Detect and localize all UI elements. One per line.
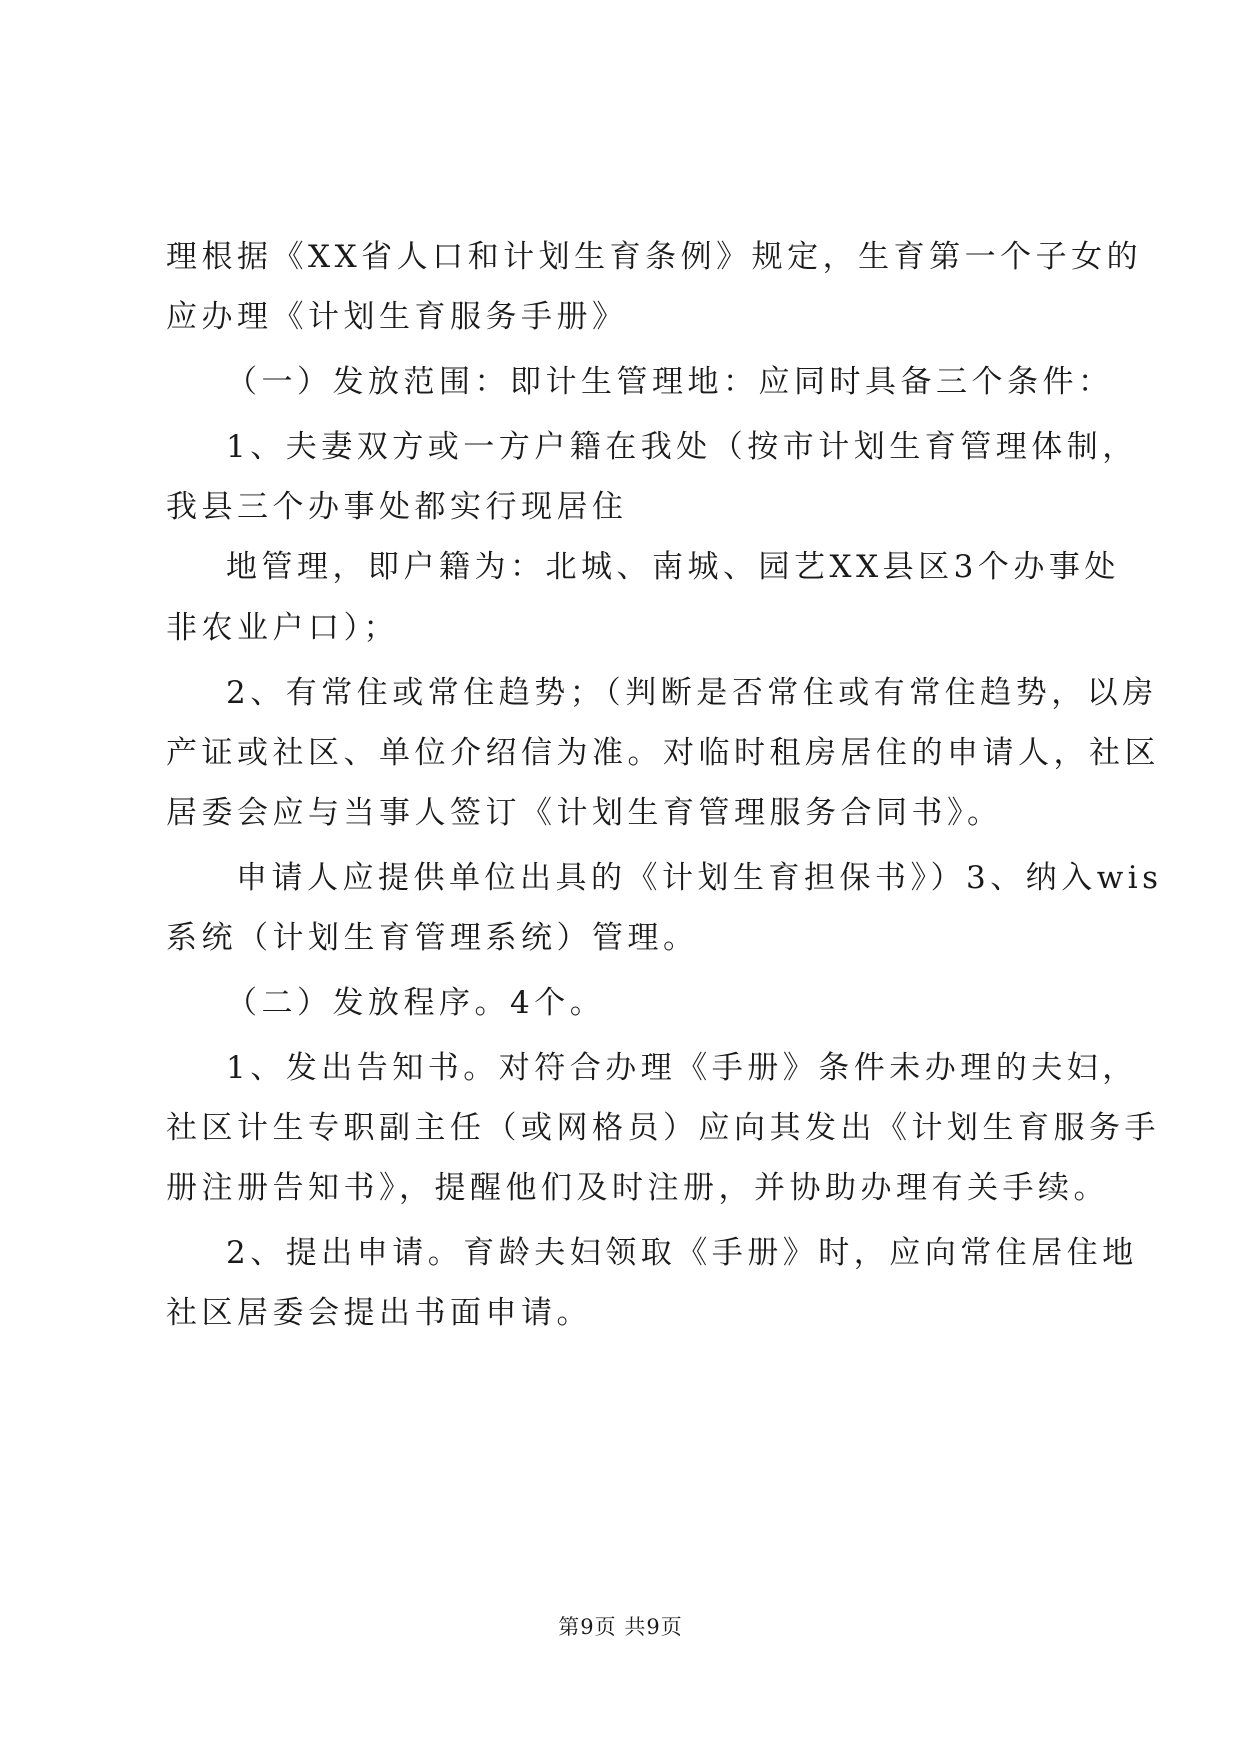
paragraph-line: 应办理《计划生育服务手册》 — [166, 299, 628, 335]
page-number-footer: 第9页 共9页 — [558, 1615, 683, 1639]
paragraph-line: 册注册告知书》，提醒他们及时注册，并协助办理有关手续。 — [166, 1170, 1109, 1206]
paragraph-line: 非农业户口）； — [166, 610, 399, 646]
paragraph-line: 我县三个办事处都实行现居住 — [166, 489, 628, 525]
paragraph-line: 2、提出申请。育龄夫妇领取《手册》时，应向常住居住地 — [226, 1235, 1138, 1271]
paragraph-line: 社区计生专职副主任（或网格员）应向其发出《计划生育服务手 — [166, 1110, 1160, 1146]
section-heading: （一）发放范围：即计生管理地：应同时具备三个条件： — [226, 364, 1114, 400]
paragraph-line: 产证或社区、单位介绍信为准。对临时租房居住的申请人，社区 — [166, 735, 1160, 771]
paragraph-line: 1、夫妻双方或一方户籍在我处（按市计划生育管理体制， — [226, 429, 1138, 465]
paragraph-line: 社区居委会提出书面申请。 — [166, 1295, 592, 1331]
paragraph-line: 地管理，即户籍为：北城、南城、园艺XX县区3个办事处 — [226, 549, 1120, 585]
paragraph-line: 2、有常住或常住趋势；（判断是否常住或有常住趋势，以房 — [226, 675, 1158, 711]
paragraph-line: 系统（计划生育管理系统）管理。 — [166, 920, 699, 956]
paragraph-line: 理根据《XX省人口和计划生育条例》规定，生育第一个子女的 — [166, 239, 1143, 275]
paragraph-line: 居委会应与当事人签订《计划生育管理服务合同书》。 — [166, 795, 1003, 831]
paragraph-line: 申请人应提供单位出具的《计划生育担保书》）3、纳入wis — [236, 860, 1163, 896]
paragraph-line: 1、发出告知书。对符合办理《手册》条件未办理的夫妇， — [226, 1050, 1138, 1086]
section-heading: （二）发放程序。4个。 — [226, 985, 606, 1021]
